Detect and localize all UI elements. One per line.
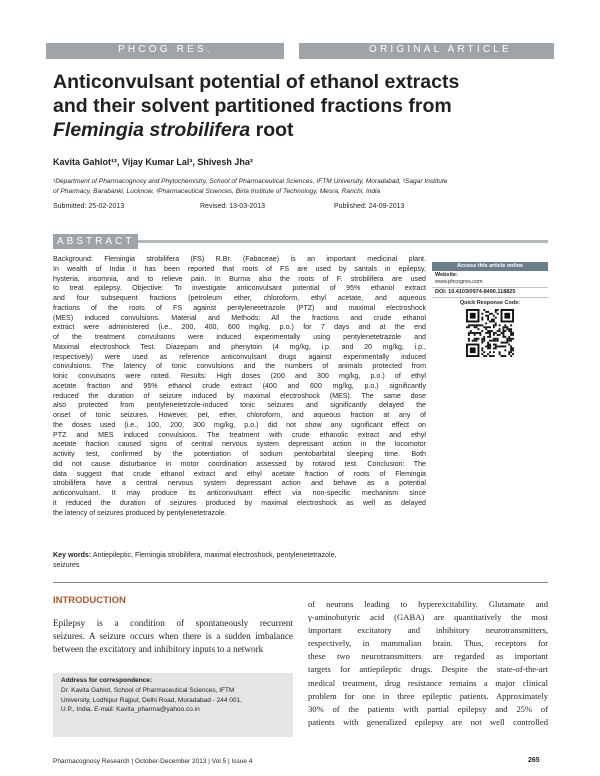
qr-module [466,326,468,328]
qr-module [502,355,504,357]
qr-module [497,334,499,336]
qr-module [499,334,501,336]
qr-module [493,338,495,340]
abstract-line: fractions of the roots of FS against pentylenetetrazole (PTZ) and maximal electroshock [53,303,426,312]
qr-module [479,334,481,336]
title-line-3 [53,118,553,142]
qr-module [485,315,487,317]
intro-line: 30% of the patients with partial epilepsy and 25% of [308,703,548,714]
qr-module [504,355,506,357]
section-tag: ORIGINAL ARTICLE [369,44,512,55]
qr-module [485,345,487,347]
qr-module [493,340,495,342]
website-label: Website: [435,272,458,278]
abstract-line: In wealth of India it has been reported that roots of FS are used by santals in epilepsy, [53,264,426,273]
qr-module [493,319,495,321]
qr-module [470,330,472,332]
qr-module [468,324,470,326]
qr-module [489,344,491,346]
qr-module [504,342,506,344]
section-tag-bar [299,43,554,59]
qr-module [502,334,504,336]
qr-module [508,340,510,342]
qr-module [510,347,512,349]
qr-module [489,347,491,349]
qr-module [497,340,499,342]
qr-module [481,347,483,349]
qr-module [489,321,491,323]
keywords-text: Antiepileptic, Flemingia strobilifera, maximal electroshock, pentylenetetrazole, [91,551,337,559]
qr-module [489,334,491,336]
qr-module [481,353,483,355]
qr-module [504,326,506,328]
qr-module [512,334,514,336]
qr-module [495,347,497,349]
affiliations [53,177,548,196]
intro-line: of neurons leading to hyperexcitability. Glutamate and [308,599,548,609]
intro-line: these two neurotransmitters are regarded as important [308,651,548,662]
qr-module [487,332,489,334]
qr-module [468,332,470,334]
abstract-line: strobilifera have a central nervous system depressant action and behave as a potential [53,479,426,488]
qr-module [487,342,489,344]
qr-module [506,326,508,328]
qr-module [506,342,508,344]
qr-module [483,340,485,342]
qr-module [493,326,495,328]
qr-module [476,332,478,334]
access-box-header: Access this article online [432,262,548,271]
abstract-line: the doses used (i.e., 100, 200, 300 mg/kg, p.o.) did not show any significant effect on [53,420,426,429]
qr-module [487,345,489,347]
qr-module [489,330,491,332]
qr-module [512,347,514,349]
qr-module [510,340,512,342]
qr-module [493,355,495,357]
qr-module [470,347,476,353]
qr-module [493,351,495,353]
qr-module [495,324,497,326]
qr-module [489,351,491,353]
qr-module [481,317,483,319]
qr-module [487,315,489,317]
qr-module [481,349,483,351]
qr-module [510,332,512,334]
qr-module [501,332,503,334]
qr-code-image [466,309,514,357]
qr-module [510,355,512,357]
qr-module [512,349,514,351]
qr-module [501,355,503,357]
qr-module [508,338,510,340]
correspondence-text [61,686,287,715]
intro-line: medical treatment, drug resistance remains a major clinical [308,677,548,688]
qr-module [491,340,493,342]
qr-module [470,324,472,326]
access-box [432,262,548,357]
qr-module [508,328,510,330]
qr-module [493,332,495,334]
intro-line: between the excitatory and inhibitory inputs to a network [53,644,264,654]
qr-module [491,313,493,315]
published-date: Published: 24-09-2013 [334,203,405,210]
qr-module [491,330,493,332]
qr-module [508,351,510,353]
qr-module [504,324,506,326]
intro-line: important excitatory and inhibitory neurotransmitters, [308,625,548,636]
qr-module [481,330,483,332]
abstract-line: convulsions. The latency of tonic convulsions and the numbers of animals protected from [53,362,426,371]
qr-module [510,351,512,353]
submitted-date: Submitted: 25-02-2013 [53,203,125,210]
qr-module [481,319,483,321]
qr-module [489,355,491,357]
qr-module [491,319,493,321]
website-row [432,271,548,288]
qr-module [487,347,489,349]
qr-module [499,328,501,330]
qr-module [508,330,510,332]
qr-module [493,315,495,317]
title-line-1: Anticonvulsant potential of ethanol extracts [53,71,460,93]
abstract-body [53,255,426,518]
qr-module [497,345,499,347]
qr-label: Quick Response Code: [459,300,521,306]
doi-text: DOI: 10.4103/0974-8490.118825 [435,289,516,295]
abstract-divider [138,240,548,243]
abstract-line: Maximal electroshock Test. Diazepam and phenytoin (4 mg/kg, i.p. and 20 mg/kg, i.p., [53,342,426,351]
abstract-line: anticonvulsant. It may produce its anticonvulsant effect via non-specific mechanism since [53,489,426,497]
qr-module [493,334,495,336]
introduction-column-1 [53,617,293,656]
qr-module [512,353,514,355]
intro-line: γ-aminobutyric acid (GABA) are quantitatively the most [308,612,548,623]
abstract-line: hysteria, insomnia, and to relieve pain. In Burma also the roots of F. strobilifera are used [53,274,426,283]
qr-module [476,340,478,342]
qr-module [468,340,470,342]
abstract-line: activity test, confirmed by the potentiation of sodium pentobarbital sleeping time. Both [53,450,426,458]
intro-line: problem for one in three epileptic patients. Approximately [308,690,548,701]
qr-module [501,342,503,344]
qr-module [470,332,472,334]
qr-module [504,345,506,347]
affiliation-line-1: ¹Department of Pharmacognosy and Phytochemistry, School of Pharmaceutical Sciences, IFTM University, Moradabad, ²Sagar Institute [53,178,448,185]
qr-module [468,326,470,328]
qr-module [485,322,487,324]
qr-module [483,326,485,328]
keywords [53,551,426,571]
qr-module [487,317,489,319]
qr-module [483,355,485,357]
qr-module [495,309,497,311]
qr-module [470,313,476,319]
qr-module [512,332,514,334]
qr-module [510,330,512,332]
abstract-line: onset of tonic seizures. However, pet, ether, chloroform, and aqueous fraction at any of [53,411,426,419]
qr-module [508,353,510,355]
abstract-line: (MES) induced convulsions. Material and Methods: All the fractions and crude ethanol [53,313,426,322]
abstract-line: Background: Flemingia strobilifera (FS) R.Br. (Fabaceae) is an important medicinal plant. [53,255,426,263]
abstract-line: reduced the duration of seizure induced by maximal electroshock (MES). The same dose [53,391,426,400]
qr-module [481,338,483,340]
journal-tag: PHCOG RES. [118,44,213,55]
abstract-line: respectively) were used as reference anticonvulsant drugs against experimentally induced [53,352,426,361]
qr-module [472,332,474,334]
qr-module [495,322,497,324]
qr-module [506,338,508,340]
qr-module [474,340,476,342]
abstract-line: of the treatment convulsions were induced experimentally using pentylenetetrazole and [53,333,426,341]
qr-module [483,309,485,311]
qr-module [476,324,478,326]
author-list: Kavita Gahlot¹², Vijay Kumar Lal³, Shivesh Jha² [53,157,253,167]
revised-date: Revised: 13-03-2013 [200,203,265,210]
qr-module [510,345,512,347]
qr-module [468,334,470,336]
qr-module [508,344,510,346]
qr-module [502,326,504,328]
correspondence-line: University, Lodhipur Rajput, Delhi Road, Moradabad - 244 001, [61,696,242,704]
qr-module [489,313,491,315]
abstract-line: acetate fraction and 95% ethanol crude extract (400 and 600 mg/kg, p.o.) significantly [53,381,426,390]
qr-module [502,336,504,338]
abstract-line: tonic convulsions were noted. Results: High doses (200 and 300 mg/kg, p.o.) of ethyl [53,372,426,380]
qr-module [489,345,491,347]
article-title [53,70,553,142]
abstract-line: to treat epilepsy. Objective: To investigate anticonvulsant potential of 95% ethanol extract [53,284,426,293]
abstract-line: did not cause disturbance in motor coordination assessed by rotarod test. Conclusion: The [53,459,426,468]
qr-module [499,351,501,353]
qr-module [504,330,506,332]
qr-module [499,330,501,332]
qr-module [478,332,480,334]
header-banner [46,43,554,59]
qr-module [510,324,512,326]
qr-module [495,345,497,347]
qr-module [474,326,476,328]
keywords-line-2: seizures [53,560,80,569]
qr-module [468,338,470,340]
qr-module [506,340,508,342]
qr-module [481,342,483,344]
qr-module [472,324,474,326]
qr-module [489,326,491,328]
title-line-2: and their solvent partitioned fractions from [53,95,452,117]
introduction-heading: INTRODUCTION [53,595,126,606]
qr-module [493,324,495,326]
abstract-line: and four subsequent fractions (petroleum ether, chloroform, ethyl acetate, and aqueous [53,294,426,302]
qr-module [483,351,485,353]
qr-module [497,338,499,340]
qr-module [499,345,501,347]
qr-module [478,324,480,326]
intro-line: respectively, in mammalian brain. Thus, receptors for [308,638,548,649]
qr-module [510,328,512,330]
correspondence-box [53,673,293,737]
page-number: 265 [528,757,540,764]
qr-module [472,340,474,342]
qr-module [495,332,497,334]
abstract-line: also protected from pentylenetetrzole-induced tonic seizures and significantly delayed the [53,401,426,410]
qr-module [493,347,495,349]
qr-module [506,328,508,330]
qr-module [508,336,510,338]
qr-module [489,332,491,334]
qr-module [481,324,483,326]
introduction-column-2 [308,598,548,729]
abstract-line: it reduced the duration of seizures produced by maximal electroshock as well as delayed [53,498,426,507]
qr-module [474,324,476,326]
qr-module [485,332,487,334]
correspondence-line: U.P., India. E-mail: Kavita_pharma@yahoo.co.in [61,706,200,714]
qr-module [493,321,495,323]
qr-module [485,326,487,328]
abstract-line: PTZ and MES induced convulsions. The treatment with crude ethanolic extract and ethyl [53,430,426,439]
qr-module [501,345,503,347]
title-species: Flemingia strobilifera [53,119,251,141]
qr-module [502,330,504,332]
intro-line: targets for antiepileptic drugs. Despite the state-of-the-art [308,664,548,675]
qr-module [487,330,489,332]
qr-module [495,311,497,313]
qr-module [510,349,512,351]
qr-module [502,328,504,330]
abstract-line: acetate fraction caused signs of central nervous system depressant action in the locomotor [53,440,426,449]
qr-module [497,309,499,311]
qr-module [495,338,497,340]
qr-module [483,336,485,338]
qr-module [502,342,504,344]
qr-module [474,332,476,334]
qr-module [487,319,489,321]
qr-module [479,332,481,334]
qr-module [504,313,510,319]
qr-module [491,355,493,357]
correspondence-line: Dr. Kavita Gahlot, School of Pharmaceutical Sciences, IFTM [61,687,235,694]
section-divider [53,582,548,583]
qr-module [476,338,478,340]
qr-module [485,355,487,357]
qr-module [497,313,499,315]
qr-module [497,330,499,332]
qr-module [476,326,478,328]
qr-module [483,338,485,340]
qr-module [502,345,504,347]
intro-line: patients with generalized epilepsy are not well controlled [308,716,548,727]
qr-module [504,336,506,338]
keywords-label: Key words: [53,551,92,559]
qr-module [495,317,497,319]
doi-row [432,288,548,298]
affiliation-line-2: of Pharmacy, Barabanki, Lucknow, ³Pharmaceutical Sciences, Birla Institute of Technology, Mesra, Ranchi, India [53,187,381,195]
qr-module [478,328,480,330]
qr-module [499,324,501,326]
qr-module [481,313,483,315]
correspondence-heading: Address for correspondence: [61,677,153,684]
abstract-line: the latency of seizures produced by pentylenetetrazole. [53,508,227,517]
qr-module [510,334,512,336]
qr-module [479,324,481,326]
keywords-line-1 [53,551,426,561]
qr-module [481,340,483,342]
qr-module [474,338,476,340]
qr-module [495,344,497,346]
qr-module [487,326,489,328]
journal-tag-bar [46,43,284,59]
qr-module [487,311,489,313]
qr-module [495,340,497,342]
qr-module [504,349,506,351]
abstract-heading: ABSTRACT [53,234,138,249]
qr-module [491,321,493,323]
qr-module [493,344,495,346]
title-tail: root [250,119,294,141]
intro-line: Epilepsy is a condition of spontaneously recurrent [53,618,293,628]
qr-module [485,328,487,330]
intro-line: seizures. A seizure occurs when there is a sudden imbalance [53,631,293,641]
website-link[interactable]: www.phcogres.com [435,279,483,285]
qr-module [487,353,489,355]
abstract-line: extract were administered (i.e., 200, 400, 600 mg/kg, p.o.) for 7 days and at the end [53,323,426,332]
qr-module [502,332,504,334]
qr-module [510,338,512,340]
footer-citation: Pharmacognosy Research | October-December 2013 | Vol 5 | Issue 4 [53,758,253,765]
qr-module [478,338,480,340]
qr-module [487,344,489,346]
qr-module [512,338,514,340]
qr-module [489,340,491,342]
qr-module [485,311,487,313]
qr-module [489,336,491,338]
qr-module [474,334,476,336]
abstract-line: data suggest that crude ethanol extract and ethyl acetate fraction of roots of Flemingia [53,469,426,478]
qr-module [499,353,501,355]
qr-module [487,336,489,338]
